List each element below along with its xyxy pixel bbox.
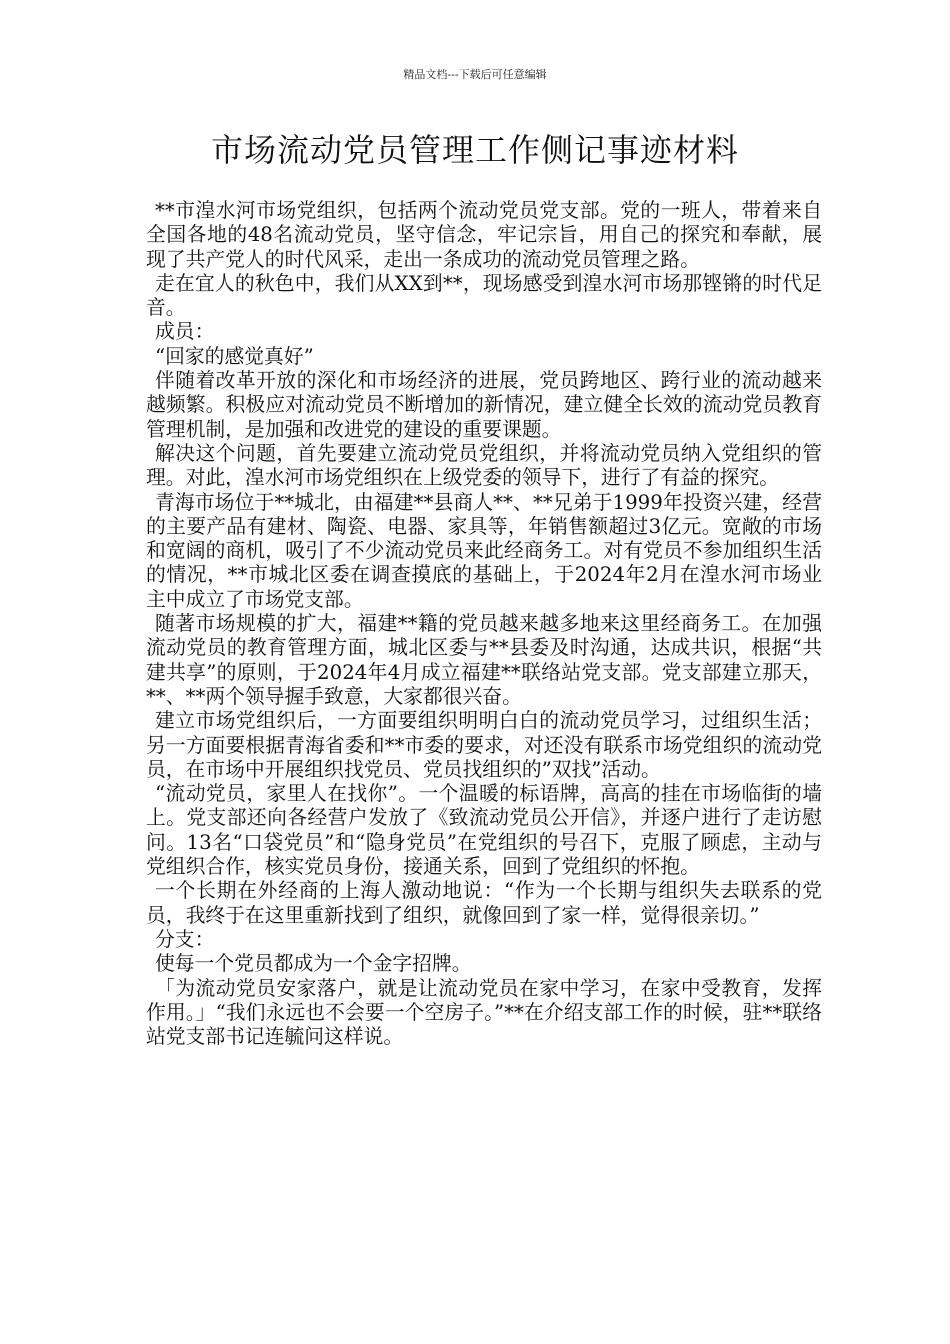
page-header: 精品文档---下载后可任意编辑 (403, 68, 547, 81)
paragraph-slogan: “流动党员，家里人在找你”。一个温暖的标语牌，高高的挂在市场临街的墙上。党支部还向各经营户发放了《致流动党员公开信》，并逐户进行了走访慰问。13名“口袋党员”和“隐身党员”在党组织的号召下，克服了顾虑，主动与党组织合作，核实党员身份，接通关系，回到了党组织的怀抱。 (146, 782, 822, 879)
paragraph-section-heading: “回家的感觉真好” (155, 344, 314, 368)
document-title: 市场流动党员管理工作侧记事迹材料 (210, 131, 739, 169)
paragraph-members-label: 成员： (155, 320, 215, 344)
paragraph-home: 「为流动党员安家落户，就是让流动党员在家中学习，在家中受教育，发挥作用。」“我们永远也不会要一个空房子。”**在介绍支部工作的时候，驻**联络站党支部书记连毓问这样说。 (146, 976, 822, 1049)
paragraph-autumn-visit: 走在宜人的秋色中，我们从XX到**，现场感受到湟水河市场那铿锵的时代足音。 (146, 271, 822, 320)
paragraph-double-search: 建立市场党组织后，一方面要组织明明白白的流动党员学习，过组织生活；另一方面要根据青海省委和**市委的要求，对还没有联系市场党组织的流动党员，在市场中开展组织找党员、党员找组织的”双找”活动。 (146, 709, 822, 781)
paragraph-branch-label: 分支： (155, 927, 215, 951)
paragraph-market-history: 青海市场位于**城北，由福建**县商人**、**兄弟于1999年投资兴建，经营的主要产品有建材、陶瓷、电器、家具等，年销售额超过3亿元。宽敞的市场和宽阔的商机，吸引了不少流动党员来此经商务工。对有党员不参加组织生活的情况，**市城北区委在调查摸底的基础上，于2024年2月在湟水河市场业主中成立了市场党支部。 (146, 490, 822, 611)
paragraph-gold-sign: 使每一个党员都成为一个金字招牌。 (155, 952, 472, 976)
paragraph-intro: **市湟水河市场党组织，包括两个流动党员党支部。党的一班人，带着来自全国各地的48名流动党员，坚守信念，牢记宗旨，用自己的探究和奉献，展现了共产党人的时代风采，走出一条成功的流动党员管理之路。 (146, 199, 822, 271)
paragraph-market-growth: 随著市场规模的扩大，福建**籍的党员越来越多地来这里经商务工。在加强流动党员的教育管理方面，城北区委与**县委及时沟通，达成共识，根据“共建共享”的原则，于2024年4月成立福建**联络站党支部。党支部建立那天，**、**两个领导握手致意，大家都很兴奋。 (146, 612, 822, 708)
document-body (146, 199, 822, 1049)
paragraph-quote: 一个长期在外经商的上海人激动地说：“作为一个长期与组织失去联系的党员，我终于在这里重新找到了组织，就像回到了家一样，觉得很亲切。” (146, 879, 822, 927)
paragraph-solution: 解决这个问题，首先要建立流动党员党组织，并将流动党员纳入党组织的管理。对此，湟水河市场党组织在上级党委的领导下，进行了有益的探究。 (146, 441, 822, 490)
paragraph-background: 伴随着改革开放的深化和市场经济的进展，党员跨地区、跨行业的流动越来越频繁。积极应对流动党员不断增加的新情况，建立健全长效的流动党员教育管理机制，是加强和改进党的建设的重要课题。 (146, 369, 822, 441)
